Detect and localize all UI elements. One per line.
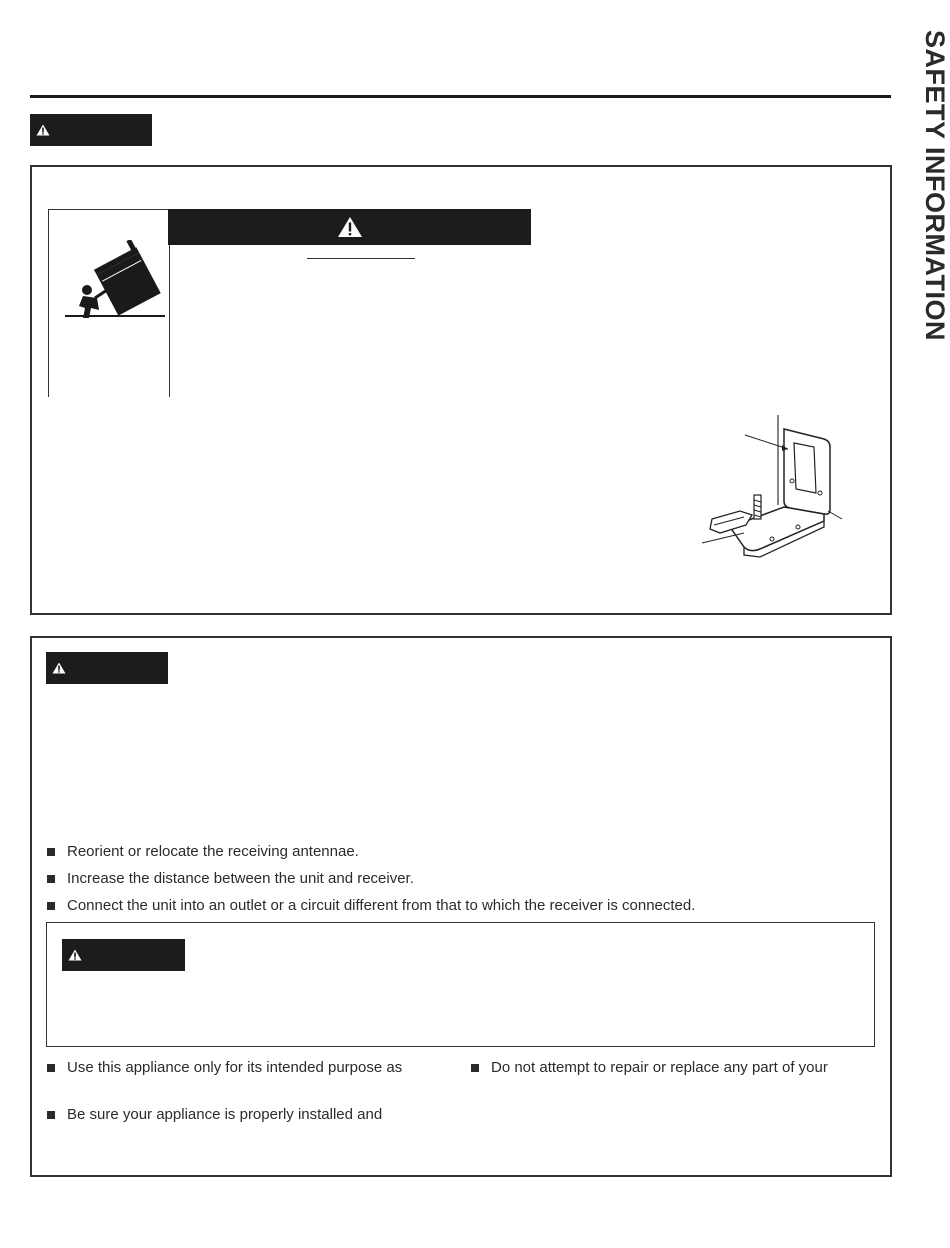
tip-over-hazard-icon: [57, 240, 167, 360]
warning-tag-middle: [46, 652, 168, 684]
warning-tag-top: [30, 114, 152, 146]
list-item: Reorient or relocate the receiving antennae.: [45, 842, 359, 862]
tip-over-pictogram-cell: [48, 209, 170, 397]
bullet-square-icon: [47, 902, 55, 910]
bullet-square-icon: [47, 848, 55, 856]
header-rule: [30, 95, 891, 98]
list-item: Be sure your appliance is properly installed and: [45, 1105, 382, 1125]
anti-tip-bracket-illustration: [700, 415, 850, 560]
bullet-square-icon: [47, 1111, 55, 1119]
header-underline: [307, 258, 415, 259]
section-title-vertical: SAFETY INFORMATION: [920, 30, 950, 341]
bullet-square-icon: [471, 1064, 479, 1072]
list-item: Connect the unit into an outlet or a circuit different from that to which the receiver is connected.: [45, 896, 695, 916]
tip-over-warning-header: [168, 209, 531, 245]
warning-triangle-icon: [337, 216, 363, 238]
list-item: Do not attempt to repair or replace any part of your: [469, 1058, 828, 1078]
bullet-square-icon: [47, 875, 55, 883]
warning-triangle-icon: [36, 124, 50, 136]
warning-tag-nested: [62, 939, 185, 971]
warning-triangle-icon: [68, 949, 82, 961]
list-item: Use this appliance only for its intended purpose as: [45, 1058, 402, 1078]
bullet-square-icon: [47, 1064, 55, 1072]
list-item: Increase the distance between the unit and receiver.: [45, 869, 414, 889]
warning-triangle-icon: [52, 662, 66, 674]
